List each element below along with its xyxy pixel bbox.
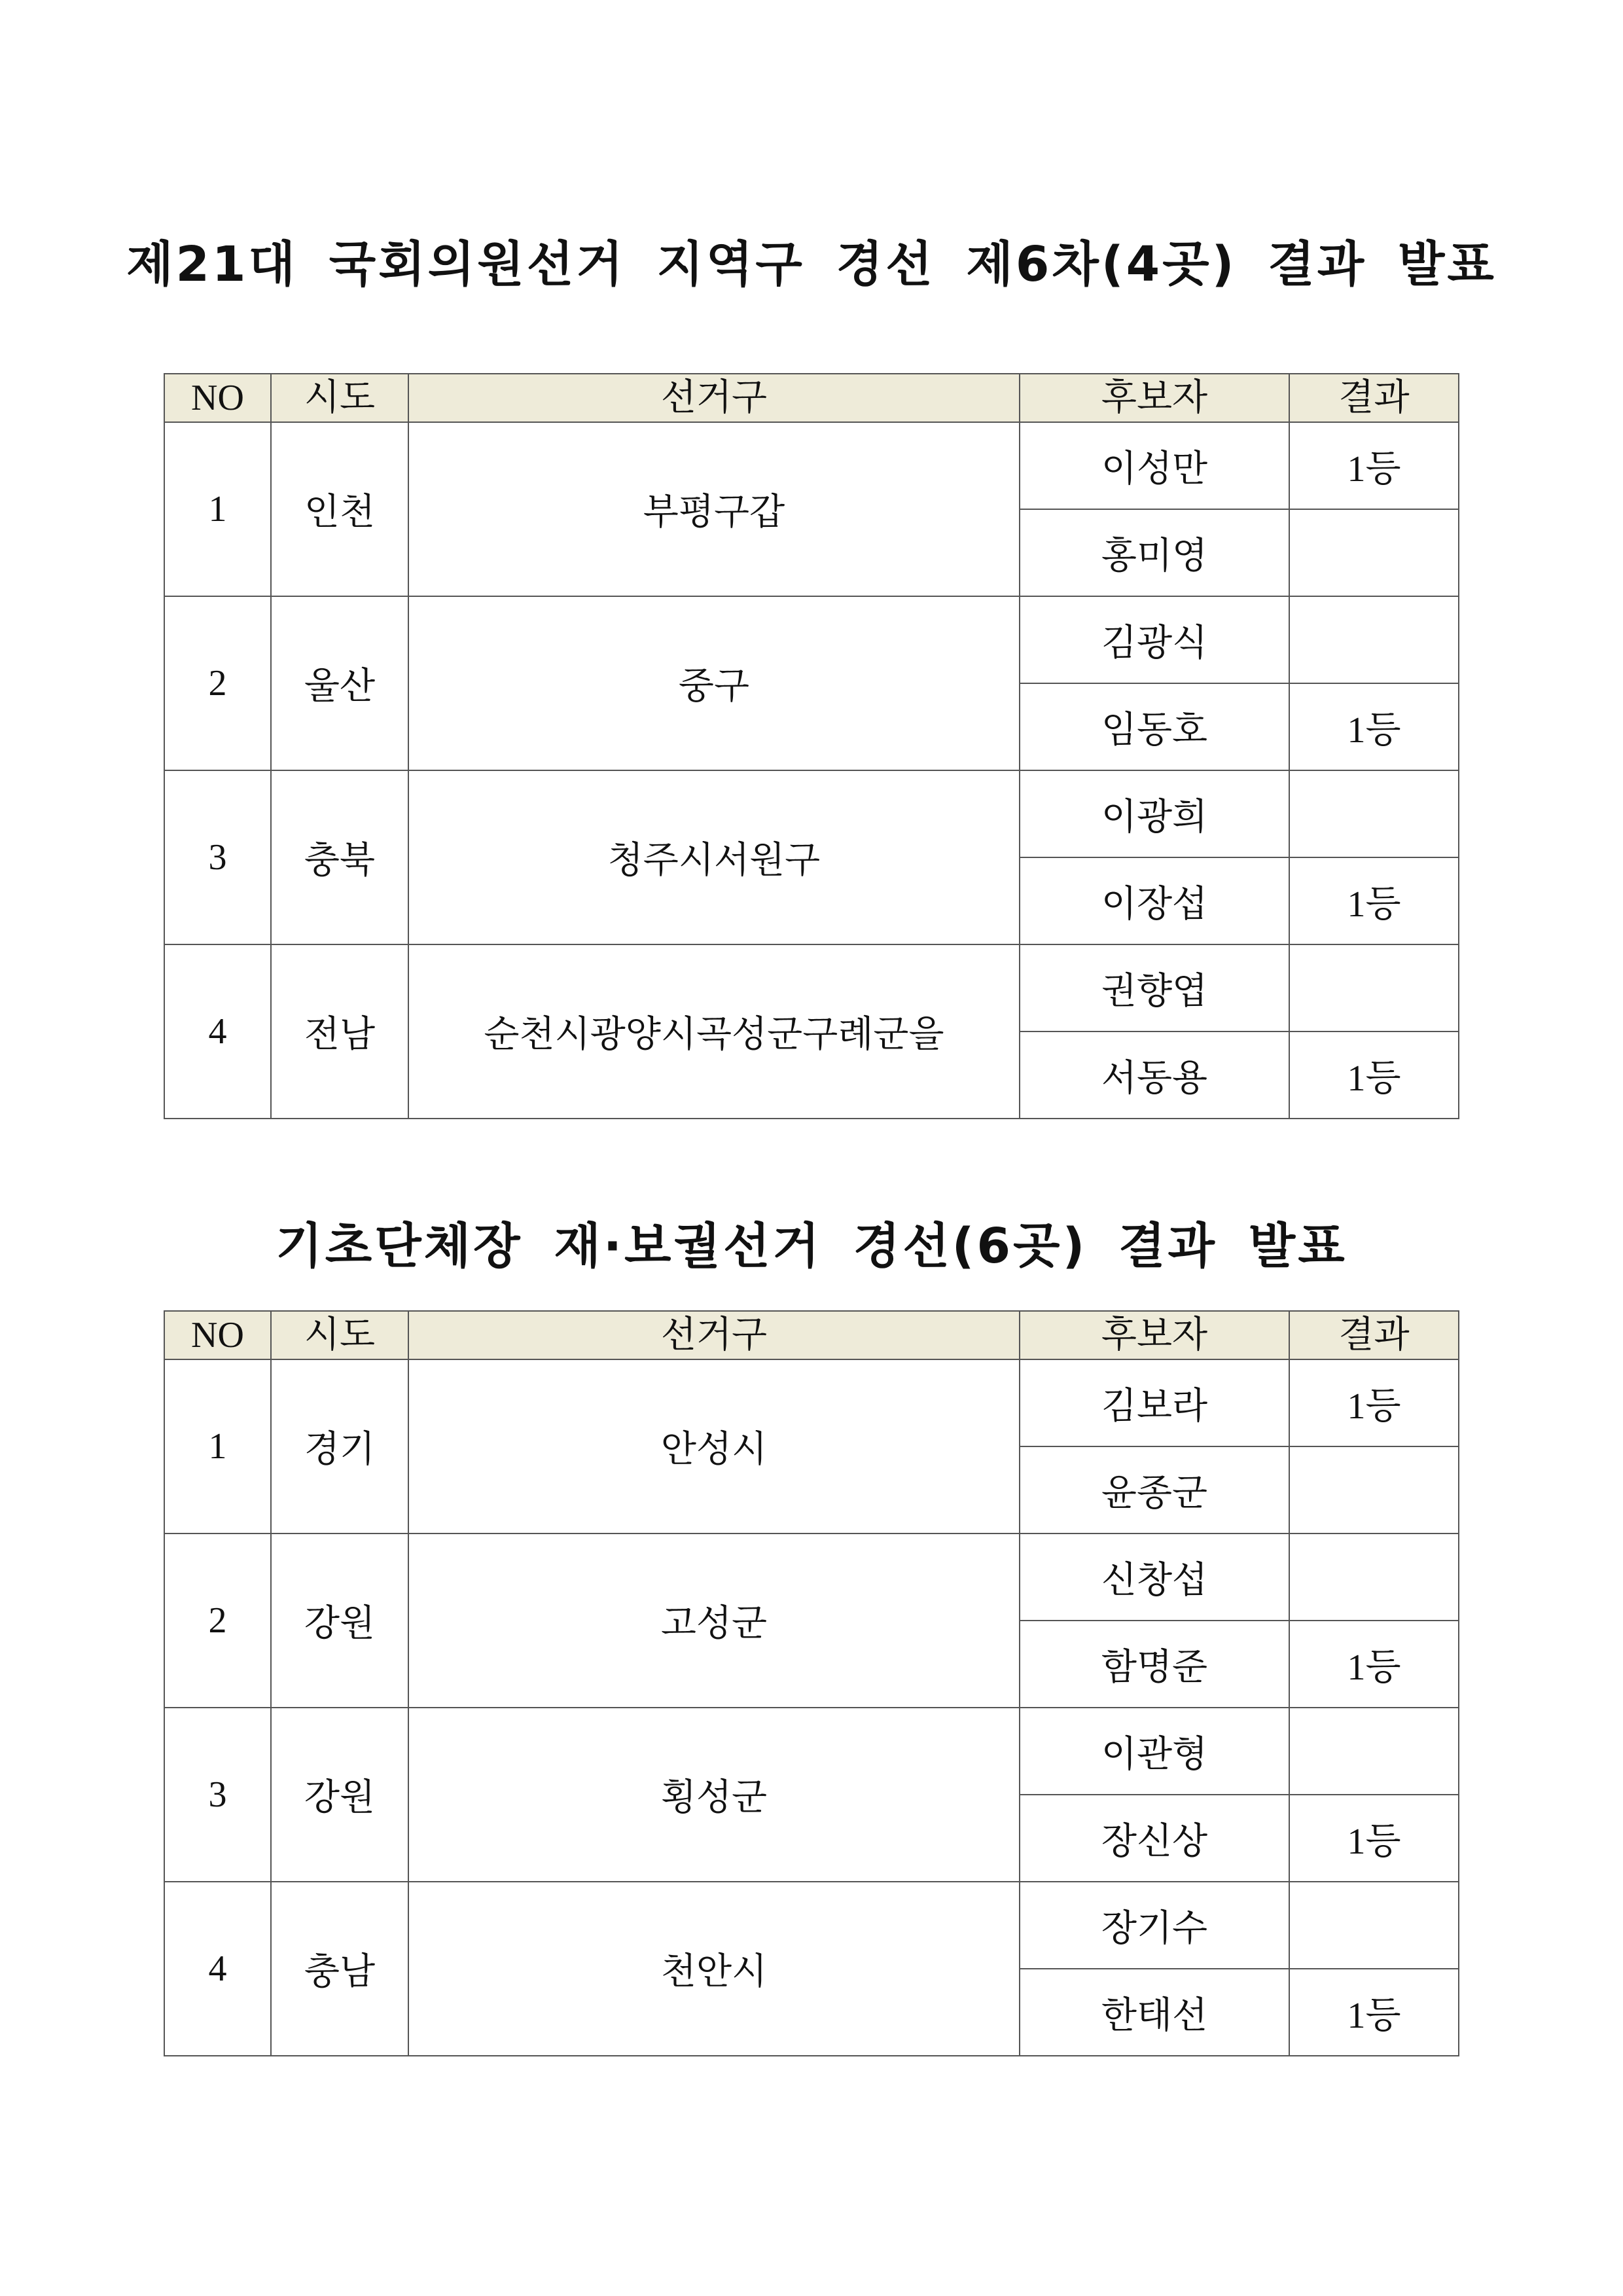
table-row bbox=[164, 1534, 1459, 1621]
row-number: 4 bbox=[164, 944, 271, 1119]
header-candidate: 후보자 bbox=[1020, 1311, 1289, 1359]
candidate-cell: 이성만 bbox=[1020, 422, 1289, 509]
table-row bbox=[164, 596, 1459, 683]
table-body bbox=[164, 1359, 1459, 2056]
candidate-cell: 신창섭 bbox=[1020, 1534, 1289, 1621]
result-cell: 1등 bbox=[1289, 857, 1459, 944]
candidate-cell: 홍미영 bbox=[1020, 509, 1289, 596]
row-number: 2 bbox=[164, 1534, 271, 1708]
candidate-cell: 이관형 bbox=[1020, 1708, 1289, 1795]
candidate-cell: 한태선 bbox=[1020, 1969, 1289, 2056]
result-cell bbox=[1289, 1446, 1459, 1534]
header-sido: 시도 bbox=[271, 1311, 408, 1359]
result-cell bbox=[1289, 1708, 1459, 1795]
result-cell: 1등 bbox=[1289, 1031, 1459, 1119]
row-number: 2 bbox=[164, 596, 271, 770]
candidate-cell: 이장섭 bbox=[1020, 857, 1289, 944]
sido-cell: 충남 bbox=[271, 1882, 408, 2056]
result-cell bbox=[1289, 509, 1459, 596]
header-no: NO bbox=[164, 374, 271, 422]
results-table-2 bbox=[164, 1310, 1459, 2056]
sido-cell: 인천 bbox=[271, 422, 408, 596]
table-header-row bbox=[164, 1311, 1459, 1359]
header-candidate: 후보자 bbox=[1020, 374, 1289, 422]
section-2-title: 기초단체장 재·보궐선거 경선(6곳) 결과 발표 bbox=[276, 1218, 1347, 1274]
sido-cell: 강원 bbox=[271, 1534, 408, 1708]
result-cell: 1등 bbox=[1289, 1969, 1459, 2056]
result-cell: 1등 bbox=[1289, 683, 1459, 770]
district-cell: 안성시 bbox=[408, 1359, 1020, 1534]
row-number: 1 bbox=[164, 1359, 271, 1534]
table-row bbox=[164, 1359, 1459, 1446]
row-number: 4 bbox=[164, 1882, 271, 2056]
candidate-cell: 함명준 bbox=[1020, 1621, 1289, 1708]
result-cell: 1등 bbox=[1289, 1621, 1459, 1708]
sido-cell: 전남 bbox=[271, 944, 408, 1119]
candidate-cell: 권향엽 bbox=[1020, 944, 1289, 1031]
candidate-cell: 윤종군 bbox=[1020, 1446, 1289, 1534]
candidate-cell: 임동호 bbox=[1020, 683, 1289, 770]
sido-cell: 울산 bbox=[271, 596, 408, 770]
district-cell: 횡성군 bbox=[408, 1708, 1020, 1882]
result-cell: 1등 bbox=[1289, 1359, 1459, 1446]
result-cell bbox=[1289, 944, 1459, 1031]
sido-cell: 경기 bbox=[271, 1359, 408, 1534]
section-1-title: 제21대 국회의원선거 지역구 경선 제6차(4곳) 결과 발표 bbox=[126, 236, 1497, 293]
row-number: 3 bbox=[164, 1708, 271, 1882]
district-cell: 천안시 bbox=[408, 1882, 1020, 2056]
result-cell bbox=[1289, 1882, 1459, 1969]
table-row bbox=[164, 770, 1459, 857]
table-header-row bbox=[164, 374, 1459, 422]
header-no: NO bbox=[164, 1311, 271, 1359]
candidate-cell: 서동용 bbox=[1020, 1031, 1289, 1119]
header-district: 선거구 bbox=[408, 1311, 1020, 1359]
result-cell: 1등 bbox=[1289, 1795, 1459, 1882]
candidate-cell: 장신상 bbox=[1020, 1795, 1289, 1882]
result-cell bbox=[1289, 596, 1459, 683]
results-table-1 bbox=[164, 373, 1459, 1119]
header-result: 결과 bbox=[1289, 374, 1459, 422]
row-number: 1 bbox=[164, 422, 271, 596]
table-row bbox=[164, 1882, 1459, 1969]
candidate-cell: 장기수 bbox=[1020, 1882, 1289, 1969]
table-row bbox=[164, 944, 1459, 1031]
row-number: 3 bbox=[164, 770, 271, 944]
result-cell: 1등 bbox=[1289, 422, 1459, 509]
header-result: 결과 bbox=[1289, 1311, 1459, 1359]
header-sido: 시도 bbox=[271, 374, 408, 422]
district-cell: 순천시광양시곡성군구례군을 bbox=[408, 944, 1020, 1119]
candidate-cell: 김보라 bbox=[1020, 1359, 1289, 1446]
header-district: 선거구 bbox=[408, 374, 1020, 422]
table-row bbox=[164, 1708, 1459, 1795]
district-cell: 청주시서원구 bbox=[408, 770, 1020, 944]
sido-cell: 충북 bbox=[271, 770, 408, 944]
result-cell bbox=[1289, 1534, 1459, 1621]
district-cell: 고성군 bbox=[408, 1534, 1020, 1708]
district-cell: 부평구갑 bbox=[408, 422, 1020, 596]
table-body bbox=[164, 422, 1459, 1119]
table-row bbox=[164, 422, 1459, 509]
result-cell bbox=[1289, 770, 1459, 857]
district-cell: 중구 bbox=[408, 596, 1020, 770]
candidate-cell: 이광희 bbox=[1020, 770, 1289, 857]
sido-cell: 강원 bbox=[271, 1708, 408, 1882]
candidate-cell: 김광식 bbox=[1020, 596, 1289, 683]
